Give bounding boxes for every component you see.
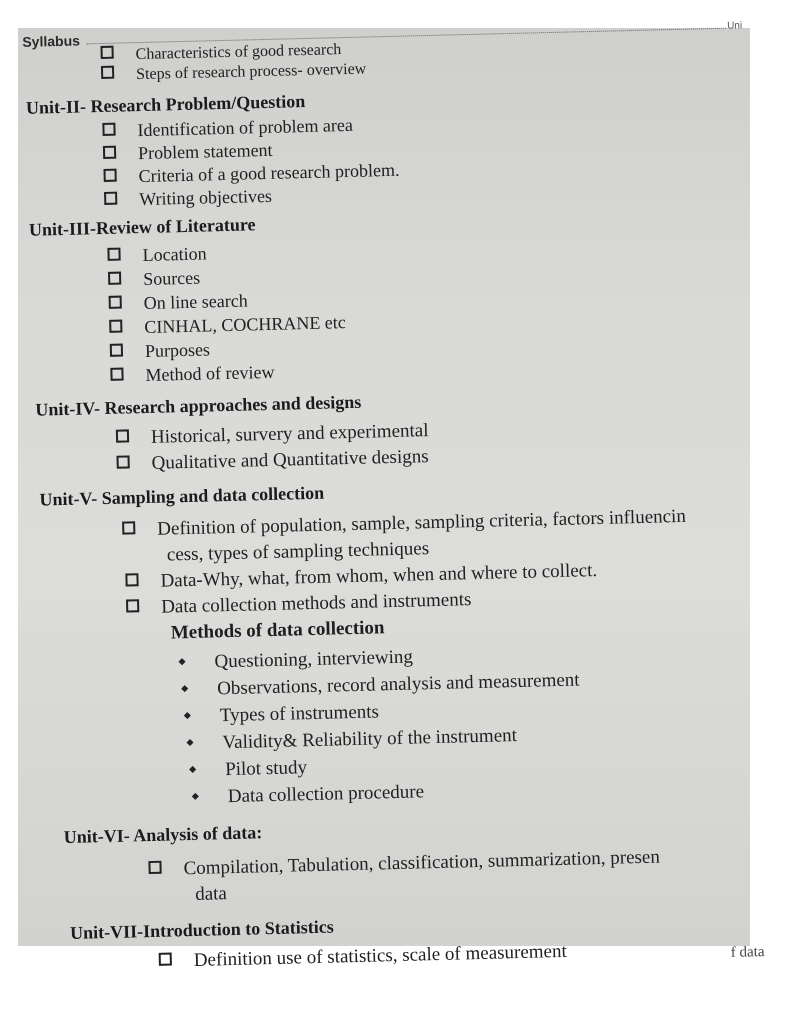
checkbox-icon [159, 953, 172, 966]
item-continuation: cess, types of sampling techniques [166, 538, 430, 566]
bullet-item: Observations, record analysis and measurement [182, 669, 580, 701]
checkbox-icon [108, 272, 121, 285]
unit-heading: Unit-IV- Research approaches and designs [35, 391, 362, 420]
list-item: CINHAL, COCHRANE etc [109, 312, 346, 339]
list-item: Definition use of statistics, scale of measurement [159, 941, 567, 973]
list-item: Location [107, 243, 206, 266]
checkbox-icon [110, 344, 123, 357]
list-item: Characteristics of good research [100, 40, 341, 65]
list-item: On line search [109, 290, 248, 314]
checkbox-icon [110, 368, 123, 381]
unit-heading: Unit-VI- Analysis of data: [63, 822, 263, 848]
item-continuation: data [194, 883, 228, 905]
checkbox-icon [101, 66, 114, 79]
bullet-item: Questioning, interviewing [179, 647, 413, 675]
unit-heading: Unit-III-Review of Literature [28, 214, 256, 240]
edge-text: f data [730, 944, 765, 961]
header-edge-text: Uni [727, 20, 743, 32]
list-item: Compilation, Tabulation, classification, summarization, presen [148, 847, 660, 881]
checkbox-icon [109, 296, 122, 309]
list-item: Definition of population, sample, sampling criteria, factors influencin [122, 506, 686, 542]
diamond-bullet-icon [192, 793, 199, 800]
list-item: Problem statement [103, 140, 273, 165]
checkbox-icon [107, 248, 120, 261]
unit-heading: Unit-V- Sampling and data collection [39, 482, 325, 510]
unit-heading: Unit-II- Research Problem/Question [25, 91, 306, 118]
list-item: Data collection methods and instruments [126, 589, 472, 619]
diamond-bullet-icon [184, 712, 191, 719]
list-item: Method of review [110, 362, 274, 387]
checkbox-icon [109, 320, 122, 333]
checkbox-icon [116, 455, 129, 468]
checkbox-icon [126, 599, 139, 612]
document-photo [18, 20, 765, 971]
diamond-bullet-icon [189, 766, 196, 773]
syllabus-title: Syllabus [22, 32, 81, 50]
list-item: Criteria of a good research problem. [103, 160, 399, 188]
list-item: Purposes [110, 339, 210, 362]
list-item: Data-Why, what, from whom, when and where to collect. [125, 560, 597, 594]
diamond-bullet-icon [178, 658, 185, 665]
dotted-leader [86, 28, 726, 45]
bullet-item: Pilot study [190, 757, 307, 782]
list-item: Sources [108, 268, 200, 291]
unit-heading: Unit-VII-Introduction to Statistics [69, 916, 334, 943]
list-item: Steps of research process- overview [101, 60, 367, 85]
section-subheading: Methods of data collection [170, 617, 385, 644]
checkbox-icon [103, 169, 116, 182]
list-item: Qualitative and Quantitative designs [116, 446, 428, 476]
bullet-item: Data collection procedure [193, 781, 425, 809]
syllabus-page [18, 9, 801, 971]
checkbox-icon [122, 521, 135, 534]
checkbox-icon [125, 573, 138, 586]
checkbox-icon [148, 861, 161, 874]
diamond-bullet-icon [186, 739, 193, 746]
list-item: Writing objectives [104, 186, 272, 211]
list-item: Identification of problem area [102, 115, 353, 142]
checkbox-icon [116, 429, 129, 442]
bullet-item: Validity& Reliability of the instrument [187, 725, 517, 755]
diamond-bullet-icon [181, 685, 188, 692]
bullet-item: Types of instruments [185, 701, 380, 728]
checkbox-icon [100, 46, 113, 59]
checkbox-icon [104, 192, 117, 205]
checkbox-icon [102, 123, 115, 136]
list-item: Historical, survery and experimental [116, 420, 429, 450]
checkbox-icon [103, 146, 116, 159]
